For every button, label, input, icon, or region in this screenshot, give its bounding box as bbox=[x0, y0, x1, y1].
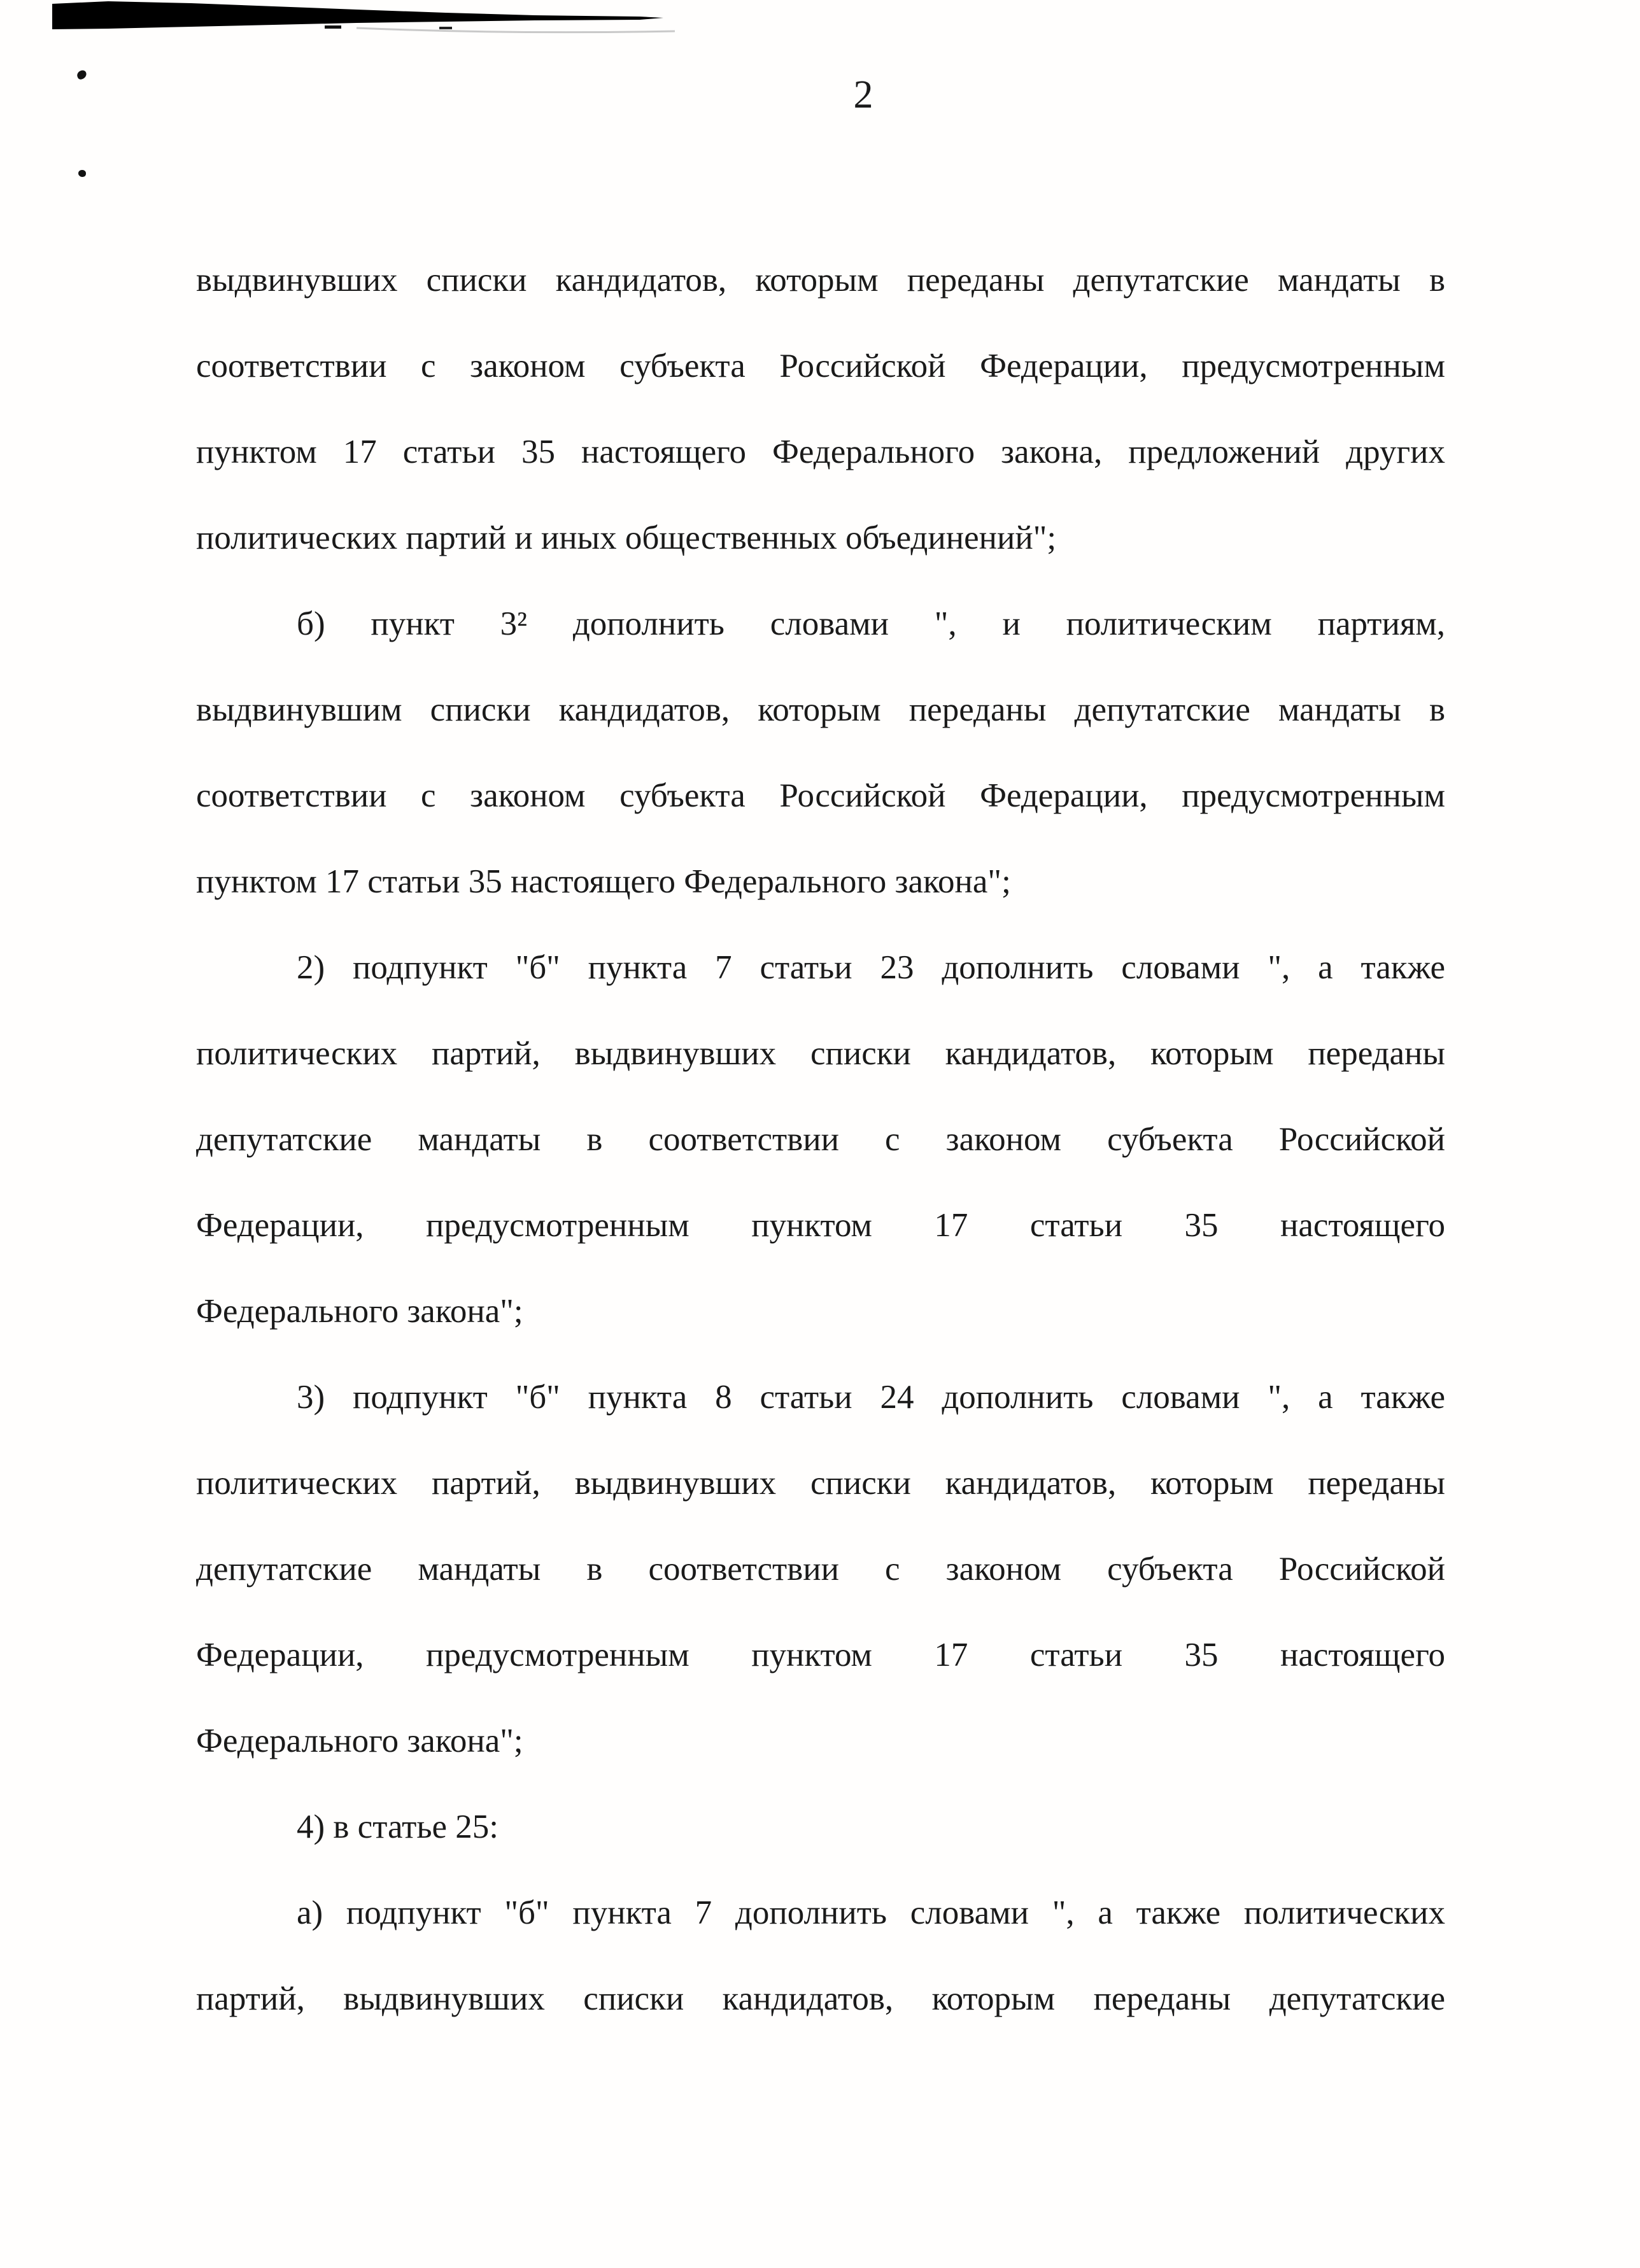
text-line: а) подпункт "б" пункта 7 дополнить словами ", а также политических bbox=[297, 1894, 1445, 1931]
text-line: соответствии с законом субъекта Российской Федерации, предусмотренным bbox=[196, 348, 1445, 384]
page-number: 2 bbox=[853, 73, 873, 116]
text-line: депутатские мандаты в соответствии с законом субъекта Российской bbox=[196, 1551, 1445, 1588]
text-line: пунктом 17 статьи 35 настоящего Федерального закона, предложений других bbox=[196, 433, 1445, 470]
text-line: Федерального закона"; bbox=[196, 1293, 523, 1330]
text-line: 2) подпункт "б" пункта 7 статьи 23 дополнить словами ", а также bbox=[297, 949, 1445, 986]
text-line: партий, выдвинувших списки кандидатов, которым переданы депутатские bbox=[196, 1980, 1445, 2017]
text-line: Федерации, предусмотренным пунктом 17 статьи 35 настоящего bbox=[196, 1637, 1445, 1673]
scan-artifact-streak bbox=[0, 0, 713, 57]
text-line: Федерации, предусмотренным пунктом 17 статьи 35 настоящего bbox=[196, 1207, 1445, 1244]
text-line: Федерального закона"; bbox=[196, 1722, 523, 1759]
body-text bbox=[196, 237, 1445, 2042]
text-line: б) пункт 3² дополнить словами ", и политическим партиям, bbox=[297, 605, 1445, 642]
text-line: соответствии с законом субъекта Российской Федерации, предусмотренным bbox=[196, 777, 1445, 814]
text-line: политических партий, выдвинувших списки кандидатов, которым переданы bbox=[196, 1035, 1445, 1072]
ink-speck bbox=[76, 69, 88, 81]
text-line: политических партий, выдвинувших списки кандидатов, которым переданы bbox=[196, 1465, 1445, 1502]
text-line: пунктом 17 статьи 35 настоящего Федерального закона"; bbox=[196, 863, 1011, 900]
text-line: 3) подпункт "б" пункта 8 статьи 24 дополнить словами ", а также bbox=[297, 1379, 1445, 1416]
text-line: политических партий и иных общественных объединений"; bbox=[196, 519, 1057, 556]
text-line: выдвинувших списки кандидатов, которым переданы депутатские мандаты в bbox=[196, 262, 1445, 299]
text-line: 4) в статье 25: bbox=[297, 1808, 498, 1845]
text-line: выдвинувшим списки кандидатов, которым переданы депутатские мандаты в bbox=[196, 691, 1445, 728]
text-line: депутатские мандаты в соответствии с законом субъекта Российской bbox=[196, 1121, 1445, 1158]
ink-speck bbox=[78, 170, 86, 177]
